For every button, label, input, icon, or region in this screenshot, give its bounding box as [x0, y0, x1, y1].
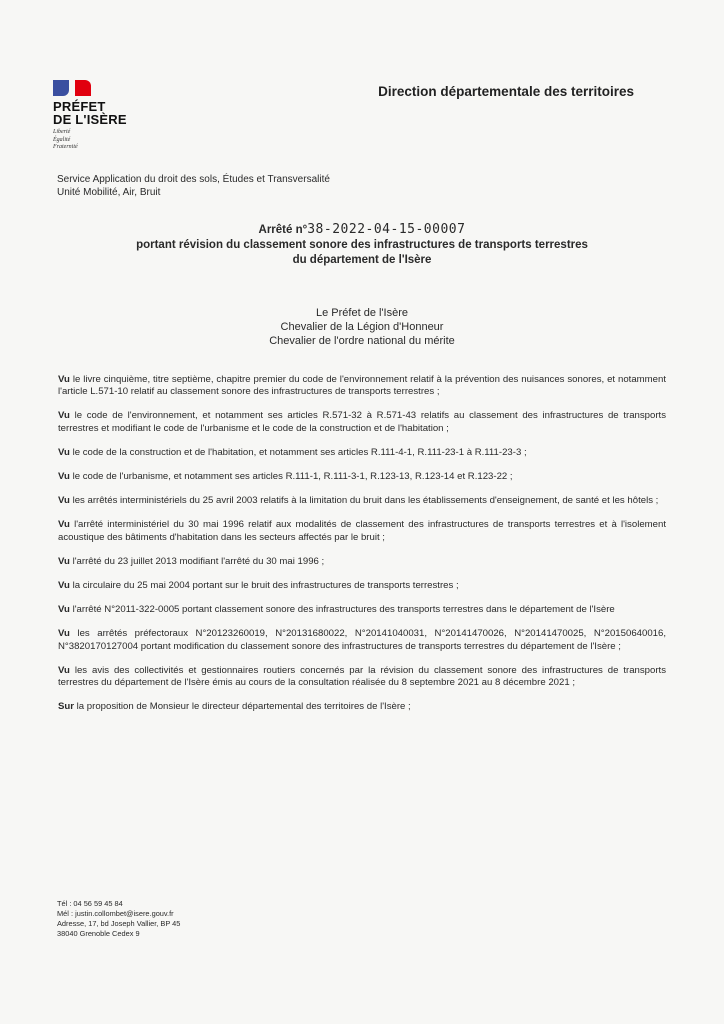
visa-paragraph: Vu l'arrêté du 23 juillet 2013 modifiant l'arrêté du 30 mai 1996 ;: [58, 555, 325, 567]
contact-ville: 38040 Grenoble Cedex 9: [57, 929, 140, 938]
contact-mel: Mél : justin.collombet@isere.gouv.fr: [57, 909, 174, 918]
prefet-logo: [53, 80, 143, 152]
visa-paragraph: Vu les arrêtés interministériels du 25 avril 2003 relatifs à la limitation du bruit dans les établissements d'enseignement, de santé et les hôtels ;: [58, 495, 659, 507]
decree-title: Arrêté n°38-2022-04-15-00007 portant révision du classement sonore des infrastructures de transports terrestres du département de l'Isère: [136, 222, 588, 266]
visa-paragraph: Vu l'arrêté N°2011-322-0005 portant classement sonore des infrastructures des transports terrestres dans le département de l'Isère: [58, 604, 615, 616]
logo-name: PRÉFET DE L'ISÈRE: [53, 99, 127, 127]
unit-name: Unité Mobilité, Air, Bruit: [57, 187, 161, 198]
visa-paragraph: Vu le livre cinquième, titre septième, chapitre premier du code de l'environnement relatif à la prévention des nuisances sonores, et notamment l'article L.571-10 relatif au classement sonore des infrastructures de transports terrestres ;: [58, 374, 666, 398]
visa-paragraph: Vu la circulaire du 25 mai 2004 portant sur le bruit des infrastructures de transports terrestres ;: [58, 580, 459, 592]
visa-paragraph: Vu les avis des collectivités et gestionnaires routiers concernés par la révision du classement sonore des infrastructures de transports terrestres du département de l'Isère émis au cours de la consultation réalisée du 8 septembre 2021 au 8 décembre 2021 ;: [58, 664, 666, 689]
motto: Liberté Égalité Fraternité: [53, 129, 78, 150]
visa-list: [58, 374, 666, 725]
decree-number: 38-2022-04-15-00007: [307, 222, 466, 237]
prefet-block: Le Préfet de l'Isère Chevalier de la Légion d'Honneur Chevalier de l'ordre national du mérite: [269, 307, 455, 347]
marianne-flag-icon: [53, 80, 93, 96]
contact-tel: Tél : 04 56 59 45 84: [57, 899, 123, 908]
visa-paragraph: Vu les arrêtés préfectoraux N°20123260019, N°20131680022, N°20141040031, N°20141470026, N°20141470025, N°20150640016, N°3820170127004 portant modification du classement sonore des infrastructures de transports terrestres du département de l'Isère ;: [58, 628, 666, 652]
visa-paragraph: Vu le code de la construction et de l'habitation, et notamment ses articles R.111-4-1, R.111-23-1 à R.111-23-3 ;: [58, 446, 527, 458]
service-name: Service Application du droit des sols, Études et Transversalité: [57, 174, 330, 185]
contact-adresse: Adresse, 17, bd Joseph Vallier, BP 45: [57, 919, 181, 928]
service-block: [57, 173, 330, 199]
contact-block: [57, 899, 180, 939]
visa-paragraph: Sur la proposition de Monsieur le directeur départemental des territoires de l'Isère ;: [58, 701, 411, 713]
visa-paragraph: Vu le code de l'urbanisme, et notamment ses articles R.111-1, R.111-3-1, R.123-13, R.123-14 et R.123-22 ;: [58, 471, 513, 483]
direction-title: Direction départementale des territoires: [378, 84, 634, 99]
visa-paragraph: Vu le code de l'environnement, et notamment ses articles R.571-32 à R.571-43 relatifs au classement des infrastructures de transports terrestres et modifiant le code de l'urbanisme et le code de la construction et de l'habitation ;: [58, 410, 666, 434]
visa-paragraph: Vu l'arrêté interministériel du 30 mai 1996 relatif aux modalités de classement des infrastructures de transports terrestres et à l'isolement acoustique des bâtiments d'habitation dans les secteurs affectés par le bruit ;: [58, 519, 666, 543]
